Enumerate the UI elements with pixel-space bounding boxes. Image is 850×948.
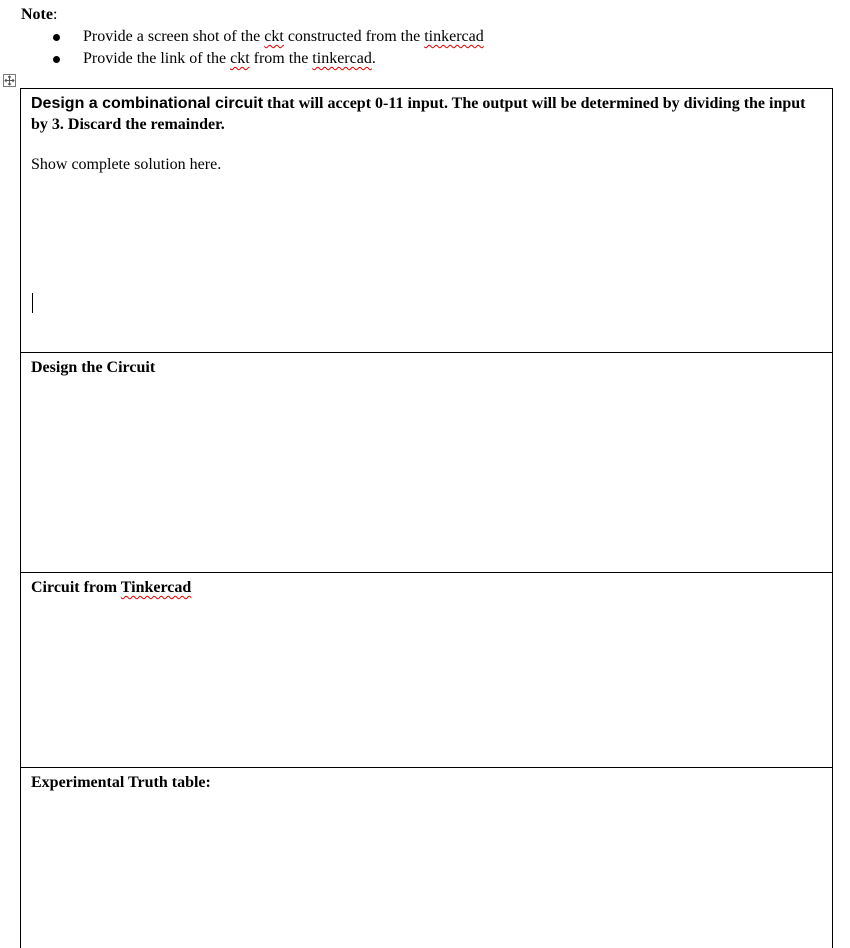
problem-cell-content [21, 89, 832, 175]
problem-rest: that will accept 0-11 input. The output will be determined by dividing the input by 3. Discard the remainder. [31, 95, 806, 133]
bullet-text-before: Provide a screen shot of the [83, 28, 264, 45]
bullet-text-middle: from the [250, 50, 313, 67]
note-colon: : [53, 6, 57, 23]
paragraph-gap [31, 135, 822, 154]
truth-table-cell[interactable] [21, 768, 833, 948]
misspelled-word[interactable]: tinkercad [424, 28, 484, 45]
bullet-item-screenshot[interactable] [53, 27, 484, 49]
design-cell[interactable] [21, 353, 833, 573]
bullet-dot-icon [53, 56, 60, 63]
bullet-text-before: Provide the link of the [83, 50, 230, 67]
circuit-heading-prefix: Circuit from [31, 579, 121, 596]
bullet-text-after: . [372, 50, 376, 67]
problem-lead: Design a combinational circuit [31, 95, 263, 112]
circuit-cell-content [21, 573, 832, 598]
bullet-text-middle: constructed from the [284, 28, 424, 45]
table-row-problem [21, 89, 833, 353]
table-move-handle-icon[interactable] [3, 74, 16, 87]
bullet-item-link[interactable] [53, 49, 484, 71]
problem-cell[interactable] [21, 89, 833, 353]
answer-table [20, 88, 833, 948]
circuit-cell[interactable] [21, 573, 833, 768]
table-row-design [21, 353, 833, 573]
misspelled-word[interactable]: ckt [264, 28, 284, 45]
misspelled-word[interactable]: ckt [230, 50, 250, 67]
truth-table-heading: Experimental Truth table: [31, 772, 822, 793]
misspelled-word[interactable]: Tinkercad [121, 579, 192, 596]
design-cell-content [21, 353, 832, 378]
truth-cell-content [21, 768, 832, 793]
problem-statement [31, 93, 822, 135]
bullet-dot-icon [53, 34, 60, 41]
solution-instruction: Show complete solution here. [31, 154, 822, 175]
misspelled-word[interactable]: tinkercad [312, 50, 372, 67]
table-row-circuit [21, 573, 833, 768]
design-heading: Design the Circuit [31, 357, 822, 378]
note-label [21, 6, 57, 24]
note-bullet-list [53, 27, 484, 71]
circuit-heading [31, 577, 822, 598]
text-cursor [32, 293, 33, 313]
table-row-truth [21, 768, 833, 948]
note-label-text: Note [21, 6, 53, 23]
